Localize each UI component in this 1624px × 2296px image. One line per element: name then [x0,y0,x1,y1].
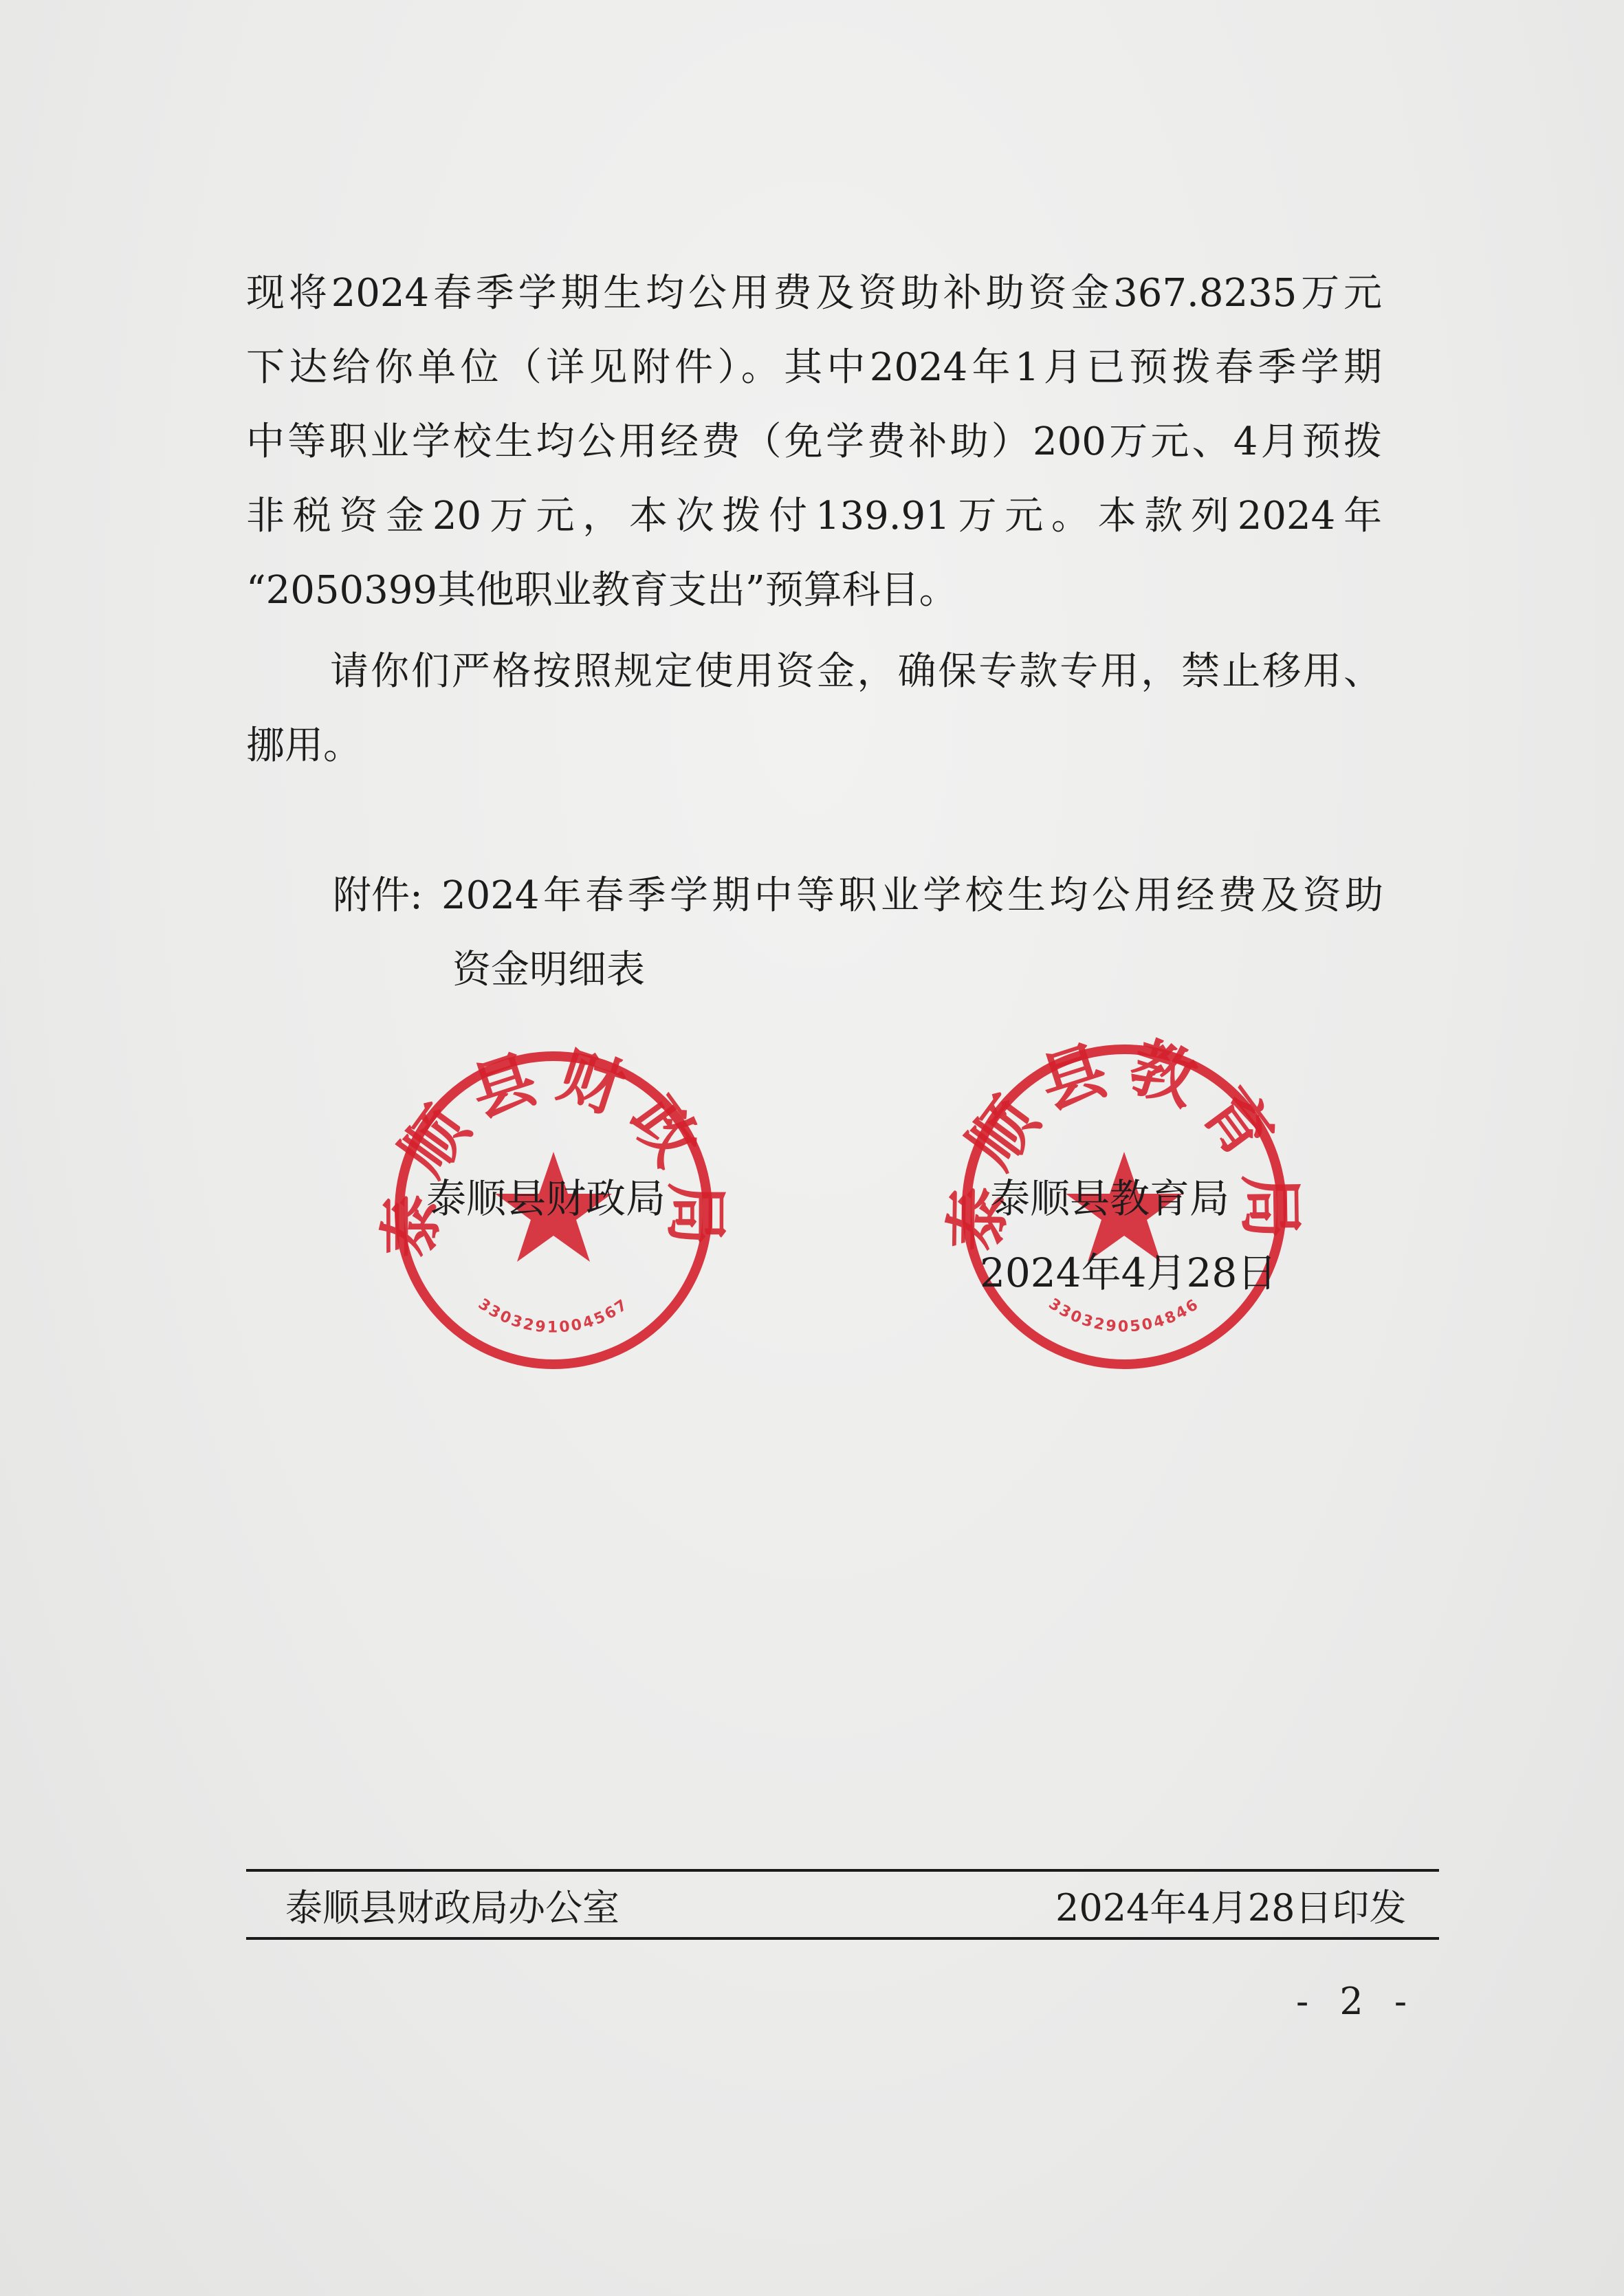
paragraph-1-line-3: 中等职业学校生均公用经费（免学费补助）200万元、4月预拨 [246,419,1382,464]
attachment-title-line-1: 2024年春季学期中等职业学校生均公用经费及资助 [441,873,1383,918]
finance-bureau-signature: 泰顺县财政局 [426,1175,666,1222]
attachment-label: 附件: [333,873,423,918]
footer-issuer: 泰顺县财政局办公室 [285,1886,619,1929]
svg-text:3303290504846 [1045,1295,1203,1336]
attachment-title-line-2: 资金明细表 [452,948,645,992]
footer-bottom-rule [246,1937,1439,1940]
page-number: - 2 - [1296,1980,1417,2023]
svg-text:3303291004567 [475,1295,632,1336]
finance-seal-ring-text: 泰顺县财政局 [373,1037,734,1258]
education-seal-ring-text: 泰顺县教育局 [940,1028,1308,1252]
footer-issue-date: 2024年4月28日印发 [1055,1886,1407,1929]
paragraph-1-line-1: 现将2024春季学期生均公用费及资助补助资金367.8235万元 [246,271,1382,316]
paragraph-1-line-2: 下达给你单位（详见附件）。其中2024年1月已预拨春季学期 [246,345,1382,390]
education-bureau-signature: 泰顺县教育局 [990,1175,1230,1222]
education-seal-code: 3303290504846 [1045,1295,1203,1336]
paragraph-1-line-5: “2050399其他职业教育支出”预算科目。 [246,568,958,613]
finance-seal-code: 3303291004567 [474,1295,633,1337]
footer-top-rule [246,1869,1439,1872]
paragraph-2-line-2: 挪用。 [246,723,362,768]
paragraph-1-line-4: 非税资金20万元，本次拨付139.91万元。本款列2024年 [246,494,1382,538]
paragraph-2-line-1: 请你们严格按照规定使用资金，确保专款专用，禁止移用、 [330,649,1382,694]
signing-date: 2024年4月28日 [980,1249,1277,1296]
